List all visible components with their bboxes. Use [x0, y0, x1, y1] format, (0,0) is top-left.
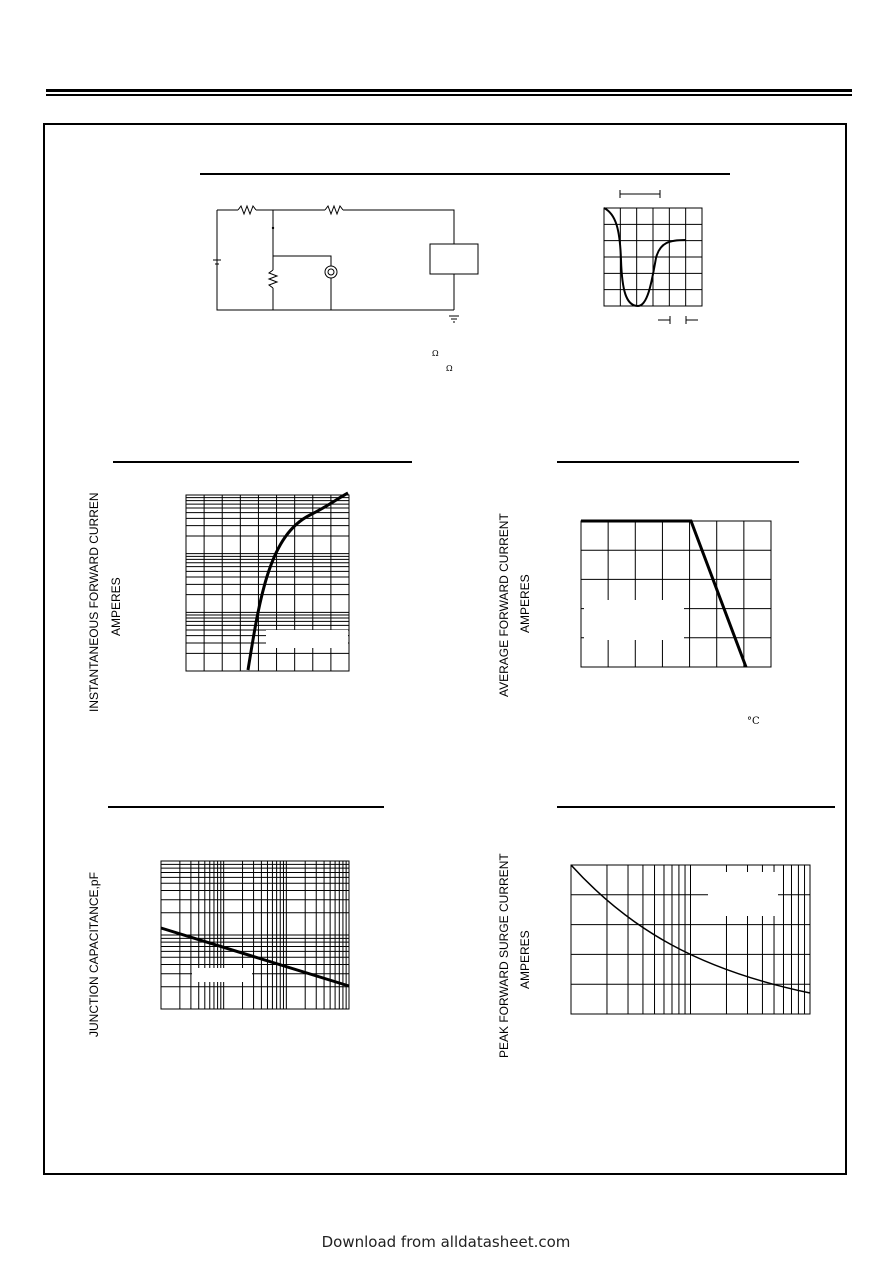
cap-ylabel: JUNCTION CAPACITANCE,pF: [87, 872, 101, 1037]
ohm-symbol-1: Ω: [432, 349, 439, 358]
forward-characteristics-panel: [80, 455, 420, 735]
surge-ylabel-line2: AMPERES: [518, 930, 532, 989]
junction-capacitance-panel: [100, 800, 400, 1020]
reverse-recovery-waveform: [600, 190, 710, 330]
header-rule-top: [46, 89, 852, 92]
surge-current-panel: [550, 800, 840, 1020]
surge-ylabel-line1: PEAK FORWARD SURGE CURRENT: [497, 853, 511, 1058]
header-rule-bottom: [46, 94, 852, 96]
derating-panel: [550, 455, 810, 735]
fwd-ylabel-line2: AMPERES: [109, 577, 123, 636]
footer-download-text: Download from alldatasheet.com: [321, 1233, 571, 1251]
der-ylabel-line1: AVERAGE FORWARD CURRENT: [497, 513, 511, 697]
derating-curve: [581, 521, 746, 667]
der-unit-symbol: °C: [747, 716, 760, 727]
fwd-ylabel-line1: INSTANTANEOUS FORWARD CURREN: [87, 492, 101, 712]
der-ylabel-line2: AMPERES: [518, 574, 532, 633]
ohm-symbol-2: Ω: [446, 364, 453, 373]
plot-frame: [581, 521, 771, 667]
